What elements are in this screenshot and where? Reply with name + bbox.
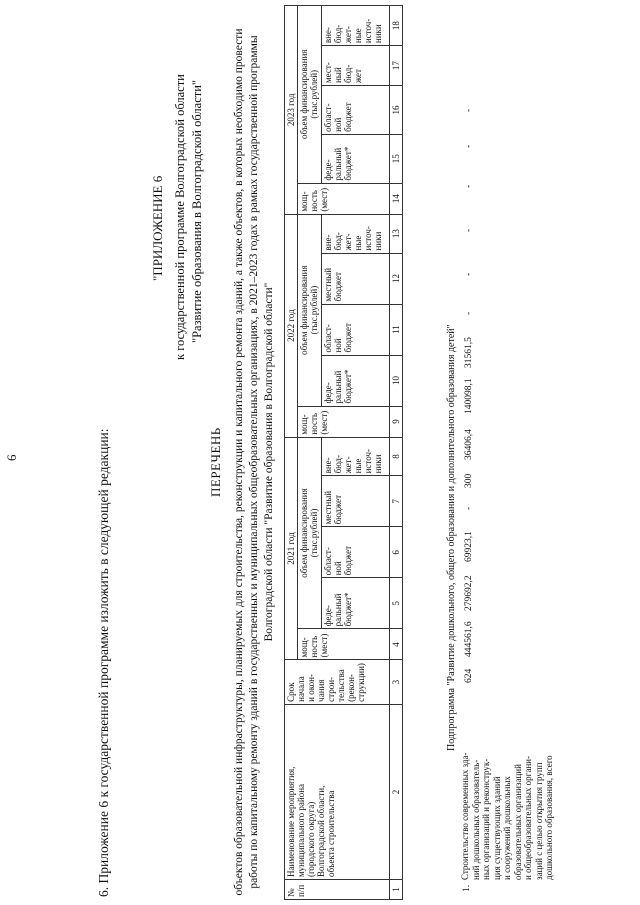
regional-2023: -	[464, 184, 474, 188]
appendix-subtitle-1: к государственной программе Волгоградской области	[173, 74, 187, 360]
document-description: объектов образовательной инфраструктуры, планируемых для строительства, реконструкции и капитального ремонта зданий, а также объектов, в которых необходимо провести работы по капитальному ремонту зданий в государственных и муниципальных общеобразовательных организациях, в 2021–2023 годах в рамках государственной программы Волгоградской области "Развитие образования в Волгоградской области"	[233, 28, 275, 896]
header-table	[284, 5, 403, 900]
col-index: 3	[390, 660, 403, 704]
header-regional-2022: област- ной бюджет	[322, 304, 390, 355]
header-regional-2023: област- ной бюджет	[322, 86, 390, 135]
header-federal-2022: феде- ральный бюджет*	[322, 355, 390, 406]
header-num: № п/п	[285, 880, 390, 900]
header-funding-2023: объем финансирования (тыс.рублей)	[298, 6, 322, 184]
col-index: 10	[390, 355, 403, 406]
page-number: 6	[4, 454, 19, 461]
header-offbudget-2022: вне- бюд- жет- ные источ- ники	[322, 214, 390, 253]
row-number: 1.	[462, 884, 472, 892]
federal-2022: 36406,4	[464, 429, 474, 460]
local-2021: 69923,1	[464, 531, 474, 562]
col-index: 5	[390, 578, 403, 629]
header-offbudget-2023: вне- бюд- жет- ные источ- ники	[322, 6, 390, 46]
offbudget-2023: -	[464, 108, 474, 112]
col-index: 17	[390, 46, 403, 86]
col-index: 13	[390, 214, 403, 253]
row-name: Строительство современных зда- ний дошкольных образователь- ных организаций и реконструк- ция существующих зданий и сооружений дошкольных образовательных организаций и общеобразовательных органи- заций с целью открытия групп дошкольного образования, всего	[460, 752, 554, 880]
header-year-2023: 2023 год	[285, 6, 298, 215]
header-funding-2021: объем финансирования (тыс.рублей)	[298, 437, 322, 629]
col-index: 1	[390, 880, 403, 900]
document-title: ПЕРЕЧЕНЬ	[208, 427, 223, 497]
header-capacity-2021: мощ- ность (мест)	[298, 629, 390, 660]
appendix-title: "ПРИЛОЖЕНИЕ 6	[150, 175, 165, 281]
col-index: 14	[390, 183, 403, 214]
header-federal-2021: феде- ральный бюджет*	[322, 578, 390, 629]
local-2022: 31561,5	[464, 337, 474, 368]
col-index: 11	[390, 304, 403, 355]
col-index: 9	[390, 406, 403, 437]
header-federal-2023: феде- ральный бюджет*	[322, 134, 390, 183]
header-name: Наименование мероприятия, муниципального района (городского округа) Волгоградской области, объекта строительства	[285, 704, 390, 879]
regional-2021: 279692,2	[464, 575, 474, 611]
col-index: 7	[390, 476, 403, 527]
col-index: 15	[390, 134, 403, 183]
federal-2023: -	[464, 228, 474, 232]
header-capacity-2023: мощ- ность (мест)	[298, 183, 390, 214]
header-term: Срок начала и окон- чания строи- тельства (рекон- струкции)	[285, 660, 390, 704]
col-index: 16	[390, 86, 403, 135]
federal-2021: 444561,6	[464, 621, 474, 657]
subprogram-title: Подпрограмма "Развитие дошкольного, общего образования и дополнительного образования детей"	[446, 324, 457, 751]
header-year-2021: 2021 год	[285, 437, 298, 660]
local-2023: -	[464, 144, 474, 148]
appendix-subtitle-2: "Развитие образования в Волгоградской области"	[190, 80, 204, 343]
col-index: 6	[390, 527, 403, 578]
capacity-2023: -	[464, 272, 474, 276]
header-offbudget-2021: вне- бюд- жет- ные источ- ники	[322, 437, 390, 476]
header-funding-2022: объем финансирования (тыс.рублей)	[298, 214, 322, 406]
header-local-2023: мест- ный бюд- жет	[322, 46, 390, 86]
intro-text: 6. Приложение 6 к государственной программе изложить в следующей редакции:	[96, 428, 111, 897]
col-index: 18	[390, 6, 403, 46]
header-capacity-2022: мощ- ность (мест)	[298, 406, 390, 437]
col-index: 2	[390, 704, 403, 879]
regional-2022: 140098,1	[464, 378, 474, 414]
header-local-2021: местный бюджет	[322, 476, 390, 527]
capacity-2021: 624	[464, 668, 474, 683]
header-local-2022: местный бюджет	[322, 253, 390, 304]
offbudget-2022: -	[464, 311, 474, 315]
capacity-2022: 300	[464, 473, 474, 488]
offbudget-2021: -	[464, 506, 474, 510]
col-index: 12	[390, 253, 403, 304]
col-index: 4	[390, 629, 403, 660]
col-index: 8	[390, 437, 403, 476]
header-year-2022: 2022 год	[285, 214, 298, 437]
header-regional-2021: област- ной бюджет	[322, 527, 390, 578]
